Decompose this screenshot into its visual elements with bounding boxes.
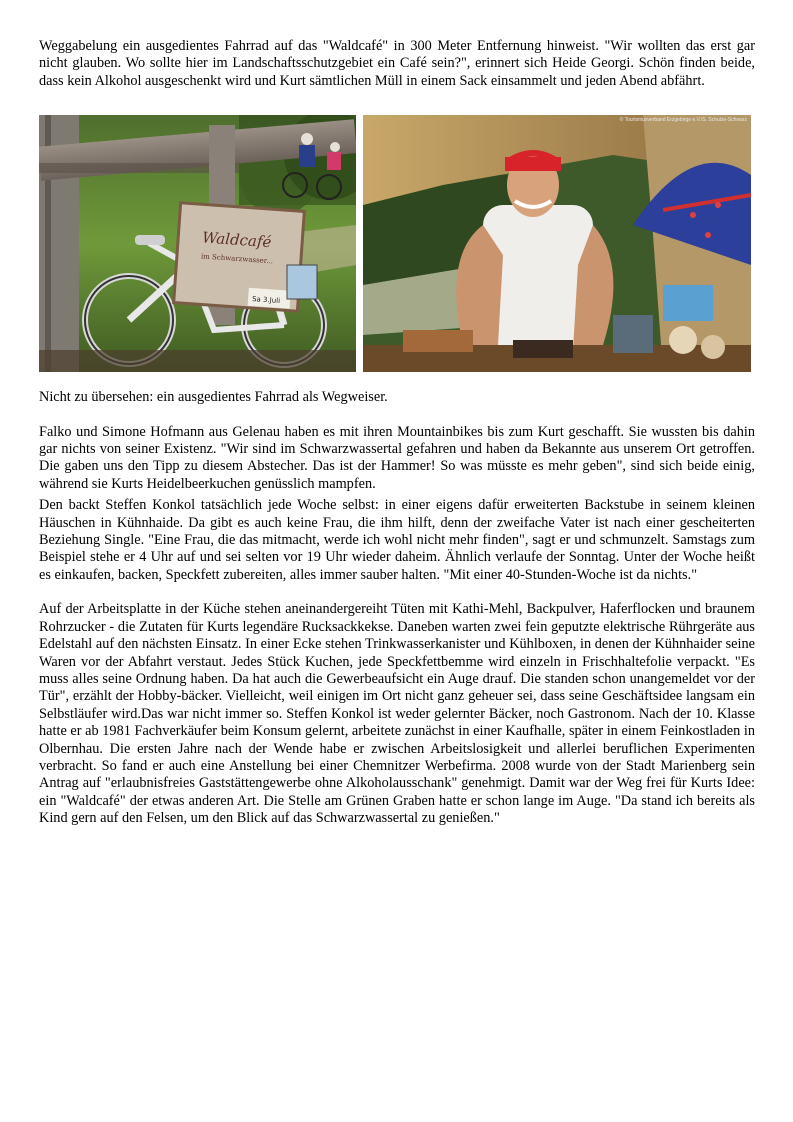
paragraph-hofmann: Falko und Simone Hofmann aus Gelenau haben es mit ihren Mountainbikes bis zum Kurt geschafft. Sie wussten bis dahin gar nichts von seiner Existenz. "Wir sind im Schwarzwassertal gefahren und haben da Bekannte aus unserem Ort getroffen. Die gaben uns den Tipp zu diesem Abstecher. Das ist der Hammer! So was müsste es mehr geben", sind sich beide einig, während sie Kurts Heidelbeerkuchen genüsslich mampfen. <box>39 423 755 492</box>
paragraph-intro: Weggabelung ein ausgedientes Fahrrad auf das "Waldcafé" in 300 Meter Entfernung hinweist. "Wir wollten das erst gar nicht glauben. Wo sollte hier im Landschaftsschutzgebiet ein Café sein?", erinnert sich Heide Georgi. Schön finden beide, dass kein Alkohol ausgeschenkt wird und Kurt sämtlichen Müll in einem Sack einsammelt und jeden Abend abfährt. <box>39 38 755 89</box>
document-page <box>39 38 755 828</box>
sign-note-text: Sa 3.Juli <box>251 295 281 306</box>
photo-bicycle-sign <box>39 115 356 372</box>
photo-caption: Nicht zu übersehen: ein ausgedientes Fahrrad als Wegweiser. <box>39 389 388 406</box>
sign-subtitle-text: im Schwarzwasser... <box>200 252 274 266</box>
photo-copyright: © Tourismusverband Erzgebirge e.V./S. Schulze-Schwarz <box>619 117 747 124</box>
paragraph-konkol-baking: Den backt Steffen Konkol tatsächlich jede Woche selbst: in einer eigens dafür erweiterten Backstube in seinem kleinen Häuschen in Kühnhaide. Da gibt es auch keine Frau, die ihm hilft, denn der zweifache Vater ist nach einer gescheiterten Beziehung Single. "Eine Frau, die das mitmacht, werde ich wohl nicht mehr finden", sagt er und schmunzelt. Samstags zum Beispiel stehe er 4 Uhr auf und sei selten vor 19 Uhr wieder daheim. Ähnlich verlaufe der Sonntag. Unter der Woche heißt es einkaufen, backen, Speckfett zubereiten, alles immer sauber halten. "Mit einer 40-Stunden-Woche ist da nichts." <box>39 497 755 583</box>
photo-row <box>39 115 755 373</box>
photo-cafe-owner <box>363 115 751 372</box>
paragraph-kitchen: Auf der Arbeitsplatte in der Küche stehen aneinandergereiht Tüten mit Kathi-Mehl, Backpulver, Haferflocken und braunem Rohrzucker - die Zutaten für Kurts legendäre Rucksackkekse. Daneben warten zwei fein geputzte elektrische Rührgeräte aus Edelstahl auf den nächsten Einsatz. In einer Ecke stehen Trinkwasserkanister und Kühlboxen, in denen der Kühnhaider seine Waren vor der Abfahrt verstaut. Jedes Stück Kuchen, jede Speckfettbemme wird einzeln in Frischhaltefolie verpackt. "Es muss alles seine Ordnung haben. Da hat auch die Gewerbeaufsicht ein Auge drauf. Die standen schon unangemeldet vor der Tür", erzählt der Hobby-bäcker. Vielleicht, weil einigen im Ort nicht ganz geheuer sei, dass seine Geschäftsidee langsam ein Selbstläufer wird.Das war nicht immer so. Steffen Konkol ist weder gelernter Bäcker, noch Gastronom. Nach der 10. Klasse hatte er ab 1981 Fachverkäufer beim Konsum gelernt, arbeitete zunächst in einer Kaufhalle, später in einem Feinkostladen in Olbernhau. Die ersten Jahre nach der Wende habe er zwischen Arbeitslosigkeit und allerlei beruflichen Experimenten verbracht. So fand er auch eine Anstellung bei einer Chemnitzer Werbefirma. 2008 wurde von der Stadt Marienberg sein Antrag auf "erlaubnisfreies Gaststättengewerbe ohne Alkoholausschank" genehmigt. Damit war der Weg frei für Kurts Idee: ein "Waldcafé" der etwas anderen Art. Die Stelle am Grünen Graben hatte er schon lange im Auge. "Da stand ich bereits als Kind gern auf den Felsen, um den Blick auf das Schwarzwassertal zu genießen." <box>39 601 755 827</box>
sign-title-text: Waldcafé <box>201 228 272 252</box>
